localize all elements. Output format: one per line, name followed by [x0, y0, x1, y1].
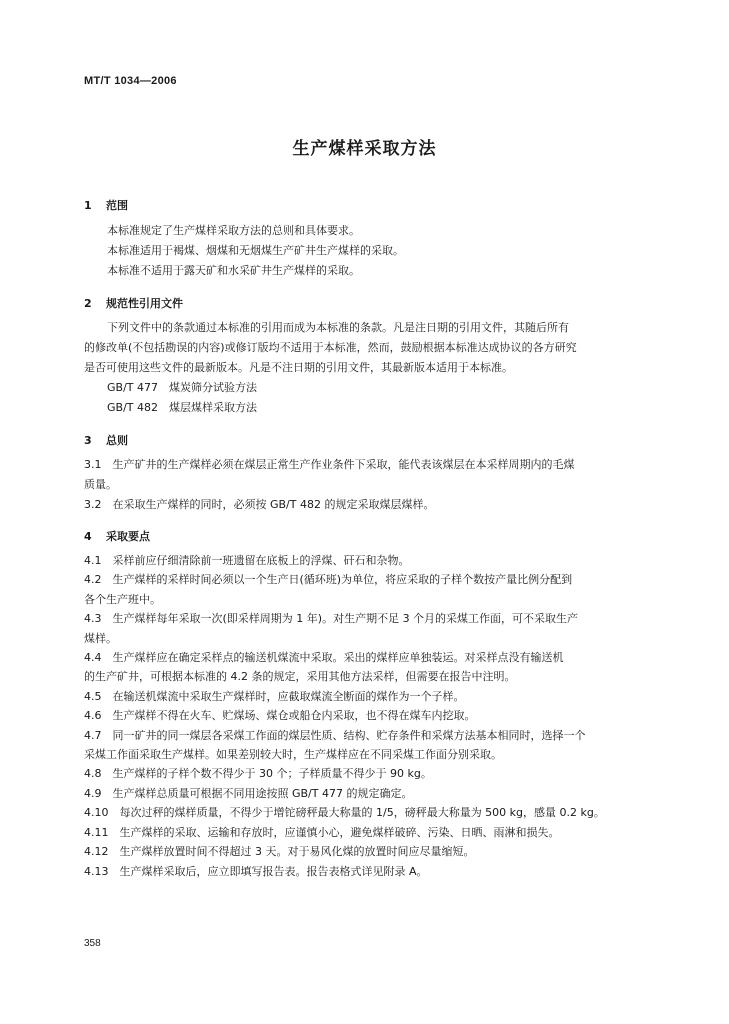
clause-line: 4.3 生产煤样每年采取一次(即采样周期为 1 年)。对生产期不足 3 个月的采煤工作面，可不采取生产: [84, 612, 579, 626]
section-heading-references: 2 规范性引用文件: [84, 297, 183, 310]
page-number: 358: [84, 938, 101, 949]
section-heading-scope: 1 范围: [84, 199, 128, 212]
clause-line: 煤样。: [84, 631, 117, 645]
clause-line: 4.13 生产煤样采取后，应立即填写报告表。报告表格式详见附录 A。: [84, 864, 428, 878]
section-heading-key-points: 4 采取要点: [84, 530, 150, 543]
clause-line: 4.10 每次过秤的煤样质量，不得少于增铊磅秤最大称量的 1/5，磅秤最大称量为 500 kg，感量 0.2 kg。: [84, 806, 605, 820]
clause-line: 4.2 生产煤样的采样时间必须以一个生产日(循环班)为单位，将应采取的子样个数按产量比例分配到: [84, 573, 573, 587]
paragraph-line: 本标准不适用于露天矿和水采矿井生产煤样的采取。: [107, 264, 360, 277]
clause-line: 4.8 生产煤样的子样个数不得少于 30 个；子样质量不得少于 90 kg。: [84, 767, 432, 781]
document-title: 生产煤样采取方法: [292, 139, 437, 159]
section-body-general: [84, 455, 575, 515]
section-body-scope: [107, 221, 404, 281]
clause-line: 4.9 生产煤样总质量可根据不同用途按照 GB/T 477 的规定确定。: [84, 786, 413, 800]
clause-line: 4.11 生产煤样的采取、运输和存放时，应谨慎小心，避免煤样破碎、污染、日晒、雨淋和损失。: [84, 825, 560, 839]
clause-line: 各个生产班中。: [84, 592, 161, 606]
clause-line: 4.7 同一矿井的同一煤层各采煤工作面的煤层性质、结构、贮存条件和采煤方法基本相同时，选择一个: [84, 728, 586, 742]
clause-line: 采煤工作面采取生产煤样。如果差别较大时，生产煤样应在不同采煤工作面分别采取。: [84, 748, 502, 762]
paragraph-line: 是否可使用这些文件的最新版本。凡是不注日期的引用文件，其最新版本适用于本标准。: [84, 361, 513, 374]
standard-code: MT/T 1034—2006: [84, 75, 177, 87]
clause-line: 4.4 生产煤样应在确定采样点的输送机煤流中采取。采出的煤样应单独装运。对采样点没有输送机: [84, 651, 564, 665]
clause-line: 的生产矿井，可根据本标准的 4.2 条的规定，采用其他方法采样，但需要在报告中注明。: [84, 670, 516, 684]
clause-line: 质量。: [84, 478, 117, 491]
section-heading-general: 3 总则: [84, 434, 128, 447]
paragraph-line: 本标准适用于褐煤、烟煤和无烟煤生产矿井生产煤样的采取。: [107, 244, 404, 257]
clause-line: 3.1 生产矿井的生产煤样必须在煤层正常生产作业条件下采取，能代表该煤层在本采样周期内的毛煤: [84, 458, 575, 471]
section-body-key-points: [84, 551, 605, 881]
clause-line: 4.12 生产煤样放置时间不得超过 3 天。对于易风化煤的放置时间应尽量缩短。: [84, 845, 475, 859]
paragraph-line: 的修改单(不包括勘误的内容)或修订版均不适用于本标准，然而，鼓励根据本标准达成协议的各方研究: [84, 341, 577, 354]
section-body-references: [84, 318, 577, 418]
reference-item: GB/T 477 煤炭筛分试验方法: [107, 381, 257, 394]
paragraph-line: 本标准规定了生产煤样采取方法的总则和具体要求。: [107, 224, 360, 237]
reference-item: GB/T 482 煤层煤样采取方法: [107, 401, 257, 414]
clause-line: 3.2 在采取生产煤样的同时，必须按 GB/T 482 的规定采取煤层煤样。: [84, 498, 435, 511]
paragraph-line: 下列文件中的条款通过本标准的引用而成为本标准的条款。凡是注日期的引用文件，其随后所有: [107, 321, 569, 334]
clause-line: 4.6 生产煤样不得在火车、贮煤场、煤仓或船仓内采取，也不得在煤车内挖取。: [84, 709, 476, 723]
clause-line: 4.1 采样前应仔细清除前一班遗留在底板上的浮煤、矸石和杂物。: [84, 554, 410, 567]
clause-line: 4.5 在输送机煤流中采取生产煤样时，应截取煤流全断面的煤作为一个子样。: [84, 689, 465, 703]
